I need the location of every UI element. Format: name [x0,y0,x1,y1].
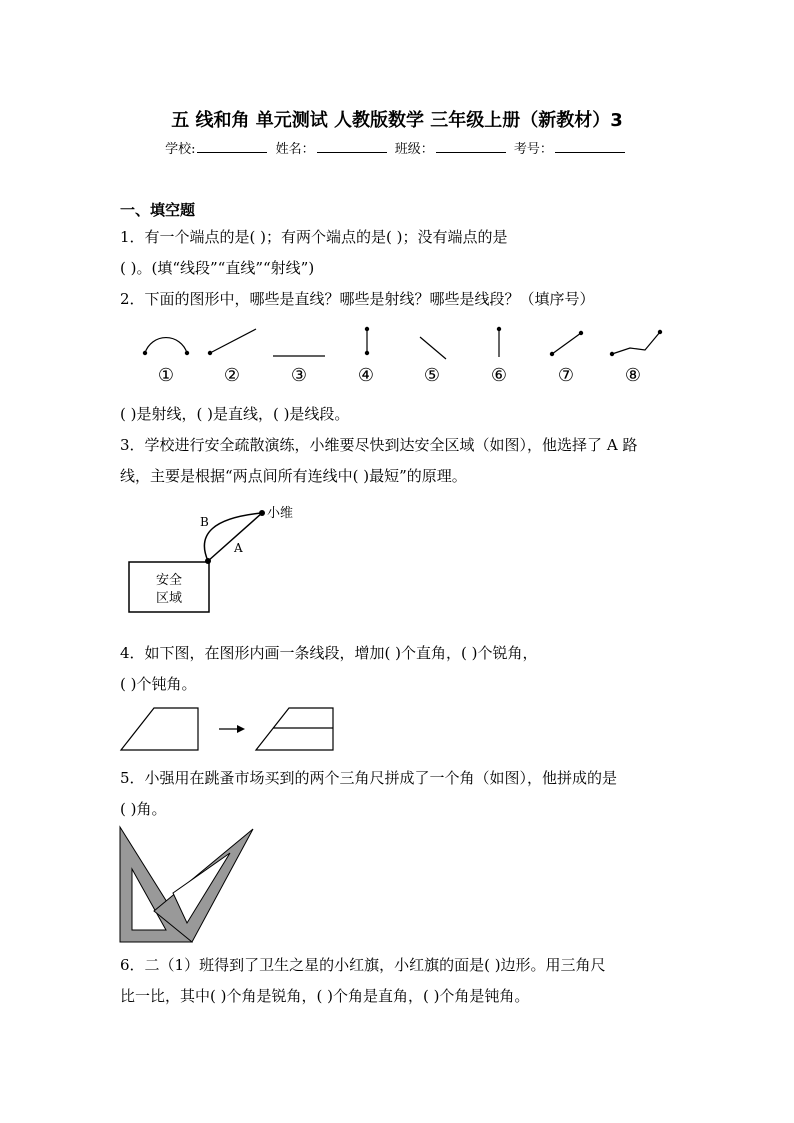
school-label: 学校: [165,142,196,157]
q5-line2: ( )角。 [120,800,167,818]
arrow-head [237,725,245,733]
safe-area-label-1: 安全 [155,573,183,588]
class-blank[interactable] [436,139,506,153]
number-blank[interactable] [555,139,625,153]
trapezoid-before [121,708,198,750]
q4-line2: ( )个钝角。 [120,675,197,693]
figure-label-8: ⑧ [624,365,642,386]
figure-5-line [420,337,446,359]
figure-label-4: ④ [357,365,375,386]
name-blank[interactable] [317,139,387,153]
q4-trapezoid-figure [118,704,338,756]
figure-2-ray [208,329,256,355]
name-label: 姓名： [275,142,315,157]
q5-set-squares-figure [118,825,258,945]
page-title: 五 线和角 单元测试 人教版数学 三年级上册（新教材）3 [171,110,623,131]
figure-4-segment [365,327,369,355]
figure-1-arc [143,338,189,356]
figure-label-6: ⑥ [490,365,508,386]
class-label: 班级： [394,142,434,157]
route-a-label: A [234,541,243,555]
trapezoid-after [256,708,333,750]
figure-label-7: ⑦ [557,365,575,386]
figure-label-5: ⑤ [423,365,441,386]
figure-7-segment [550,331,583,356]
student-info-line [0,138,794,157]
xiaowei-point [259,510,265,516]
safe-area-label-2: 区域 [155,591,183,606]
q2-figures [130,320,680,390]
section-heading: 一、填空题 [120,201,196,219]
q3-route-figure [125,500,325,618]
q5-line1: 5．小强用在跳蚤市场买到的两个三角尺拼成了一个角（如图），他拼成的是 [120,769,618,787]
number-label: 考号： [513,142,553,157]
safe-area-point [205,558,211,564]
q3-line1: 3．学校进行安全疏散演练，小维要尽快到达安全区域（如图），他选择了 A 路 [120,436,638,454]
q1-line1: 1．有一个端点的是( )；有两个端点的是( )；没有端点的是 [120,228,508,246]
q2-line1: 2．下面的图形中，哪些是直线？哪些是射线？哪些是线段？（填序号） [120,290,595,308]
q6-line1: 6．二（1）班得到了卫生之星的小红旗，小红旗的面是( )边形。用三角尺 [120,956,606,974]
q4-line1: 4．如下图，在图形内画一条线段，增加( )个直角，( )个锐角， [120,644,538,662]
figure-8-polyline [610,330,662,356]
figure-6-ray [497,327,501,357]
route-b-label: B [200,515,209,529]
figure-label-1: ① [157,365,175,386]
figure-label-2: ② [223,365,241,386]
q6-line2: 比一比，其中( )个角是锐角，( )个角是直角，( )个角是钝角。 [120,987,530,1005]
figure-label-3: ③ [290,365,308,386]
q2-answer-line: ( )是射线，( )是直线，( )是线段。 [120,405,350,423]
q3-line2: 线，主要是根据“两点间所有连线中( )最短”的原理。 [120,467,467,485]
school-blank[interactable] [197,139,267,153]
q1-line2: ( )。(填“线段”“直线”“射线”) [120,259,315,277]
person-label: 小维 [267,506,294,521]
